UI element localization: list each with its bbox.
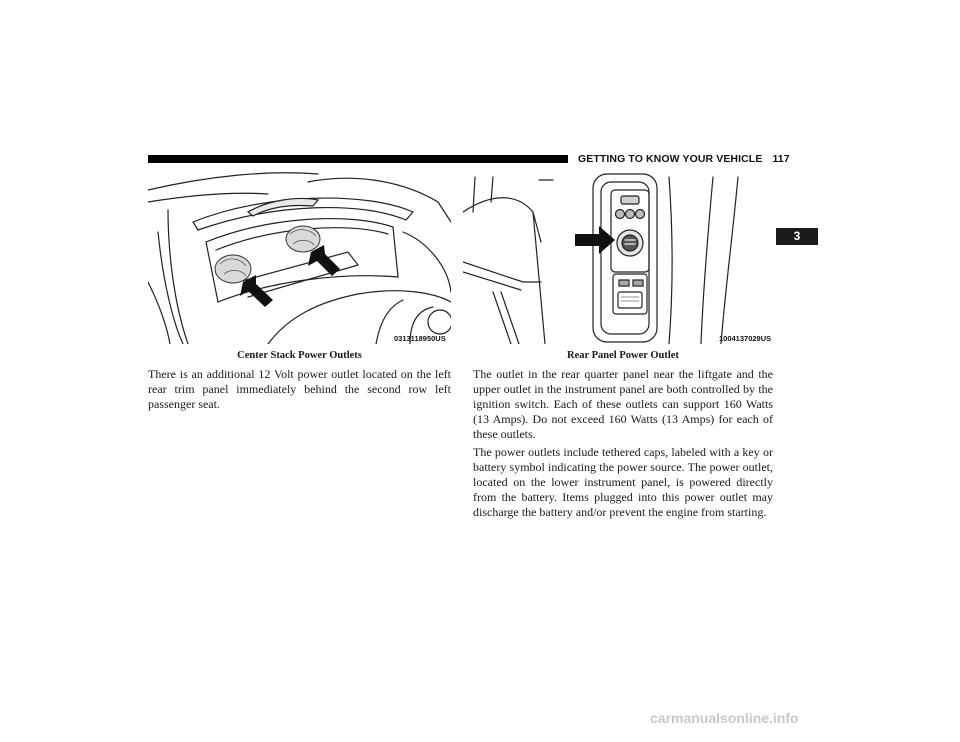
section-title: GETTING TO KNOW YOUR VEHICLE bbox=[578, 153, 763, 165]
site-watermark: carmanualsonline.info bbox=[650, 710, 799, 726]
body-paragraph-left: There is an additional 12 Volt power outlet located on the left rear trim panel immediately behind the second row left passenger seat. bbox=[148, 367, 451, 411]
image-code-right: 1004137029US bbox=[719, 334, 772, 343]
body-paragraph-right-2: The power outlets include tethered caps, labeled with a key or battery symbol indicating the power source. The power outlet, located on the lower instrument panel, is powered directly from the battery. Items plugged into this power outlet may discharge the battery and/or prevent the engine from starting. bbox=[473, 445, 773, 519]
chapter-tab: 3 bbox=[776, 228, 818, 245]
rear-panel-illustration bbox=[463, 172, 772, 344]
figure-caption-right: Rear Panel Power Outlet bbox=[567, 350, 679, 361]
running-header bbox=[578, 153, 790, 165]
page-number: 117 bbox=[772, 153, 790, 165]
image-code-left: 0313118950US bbox=[394, 334, 446, 343]
rear-panel-drawing bbox=[463, 172, 772, 344]
body-paragraph-right-1: The outlet in the rear quarter panel near the liftgate and the upper outlet in the instrument panel are both controlled by the ignition switch. Each of these outlets can support 160 Watts (13 Amps). Do not exceed 160 Watts (13 Amps) for each of these outlets. bbox=[473, 367, 773, 441]
figure-caption-left: Center Stack Power Outlets bbox=[237, 350, 362, 361]
header-rule bbox=[148, 155, 568, 163]
center-stack-illustration bbox=[148, 172, 451, 344]
center-stack-drawing bbox=[148, 172, 451, 344]
